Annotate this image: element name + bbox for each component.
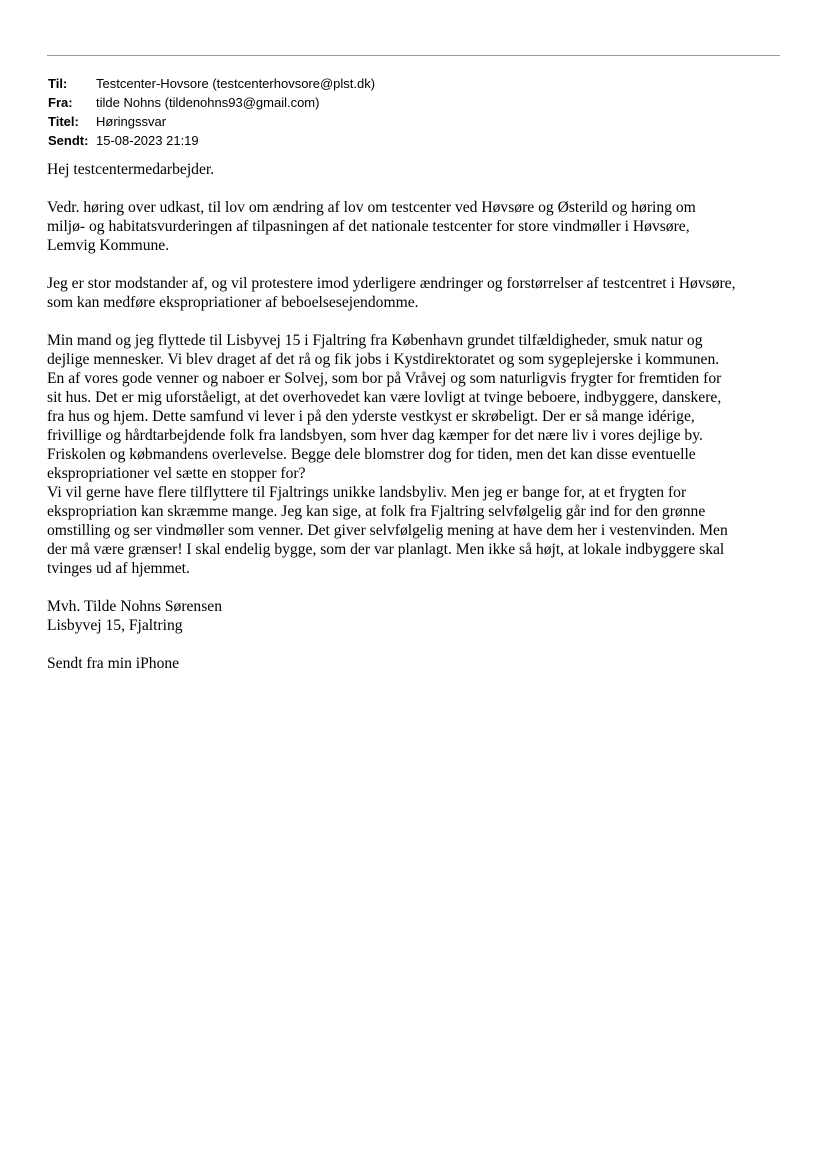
text-line: dejlige mennesker. Vi blev draget af det rå og fik jobs i Kystdirektoratet og som sygeplejerske i kommunen.: [47, 351, 720, 368]
paragraph-2: [47, 274, 787, 312]
text-line: En af vores gode venner og naboer er Solvej, som bor på Vråvej og som naturligvis frygter for fremtiden for: [47, 370, 722, 387]
text-line: fra hus og hjem. Dette samfund vi lever i på den yderste vestkyst er skrøbeligt. Der er så mange idérige,: [47, 408, 695, 425]
signature-address: Lisbyvej 15, Fjaltring: [47, 617, 183, 634]
text-line: tvinges ud af hjemmet.: [47, 560, 190, 577]
greeting: [47, 160, 787, 179]
text-line: som kan medføre ekspropriationer af beboelsesejendomme.: [47, 294, 419, 311]
text-line: der må være grænser! I skal endelig bygge, som der var planlagt. Men ikke så højt, at lokale indbyggere skal: [47, 541, 725, 558]
from-value: tilde Nohns (tildenohns93@gmail.com): [96, 95, 320, 110]
text-line: sit hus. Det er mig uforståeligt, at det overhovedet kan være lovligt at tvinge beboere, indbyggere, danskere,: [47, 389, 722, 406]
text-line: omstilling og ser vindmøller som venner. Det giver selvfølgelig mening at have dem her i vestenvinden. Men: [47, 522, 728, 539]
paragraph-3: [47, 331, 787, 578]
to-label: Til:: [48, 76, 68, 91]
subject-label: Titel:: [48, 114, 79, 129]
sent-value: 15-08-2023 21:19: [96, 133, 199, 148]
signature: [47, 597, 787, 635]
text-line: Friskolen og købmandens overlevelse. Begge dele blomstrer dog for tiden, men det kan disse eventuelle: [47, 446, 696, 463]
email-body: [47, 160, 787, 692]
header-from-row: [48, 93, 375, 112]
text-line: Lemvig Kommune.: [47, 237, 170, 254]
text-line: Vedr. høring over udkast, til lov om ændring af lov om testcenter ved Høvsøre og Østerild og høring om: [47, 199, 696, 216]
greeting-line: Hej testcentermedarbejder.: [47, 161, 215, 178]
footer: [47, 654, 787, 673]
top-divider: [47, 55, 780, 56]
to-value: Testcenter-Hovsore (testcenterhovsore@plst.dk): [96, 76, 376, 91]
paragraph-1: [47, 198, 787, 255]
text-line: ekspropriation kan skræmme mange. Jeg kan sige, at folk fra Fjaltring selvfølgelig går ind for den grønne: [47, 503, 706, 520]
text-line: Vi vil gerne have flere tilflyttere til Fjaltrings unikke landsbyliv. Men jeg er bange for, at et frygten for: [47, 484, 687, 501]
text-line: ekspropriationer vel sætte en stopper for?: [47, 465, 306, 482]
text-line: Min mand og jeg flyttede til Lisbyvej 15 i Fjaltring fra København grundet tilfældigheder, smuk natur og: [47, 332, 703, 349]
text-line: Jeg er stor modstander af, og vil protestere imod yderligere ændringer og forstørrelser af testcentret i Høvsøre,: [47, 275, 736, 292]
signature-name: Mvh. Tilde Nohns Sørensen: [47, 598, 223, 615]
header-sent-row: [48, 131, 375, 150]
from-label: Fra:: [48, 95, 73, 110]
text-line: frivillige og hårdtarbejdende folk fra landsbyen, som hver dag kæmper for det nære liv i vores dejlige by.: [47, 427, 703, 444]
sent-from-line: Sendt fra min iPhone: [47, 655, 180, 672]
email-header: [48, 74, 375, 150]
header-subject-row: [48, 112, 375, 131]
subject-value: Høringssvar: [96, 114, 167, 129]
header-to-row: [48, 74, 375, 93]
text-line: miljø- og habitatsvurderingen af tilpasningen af det nationale testcenter for store vindmøller i Høvsøre,: [47, 218, 690, 235]
sent-label: Sendt:: [48, 133, 89, 148]
